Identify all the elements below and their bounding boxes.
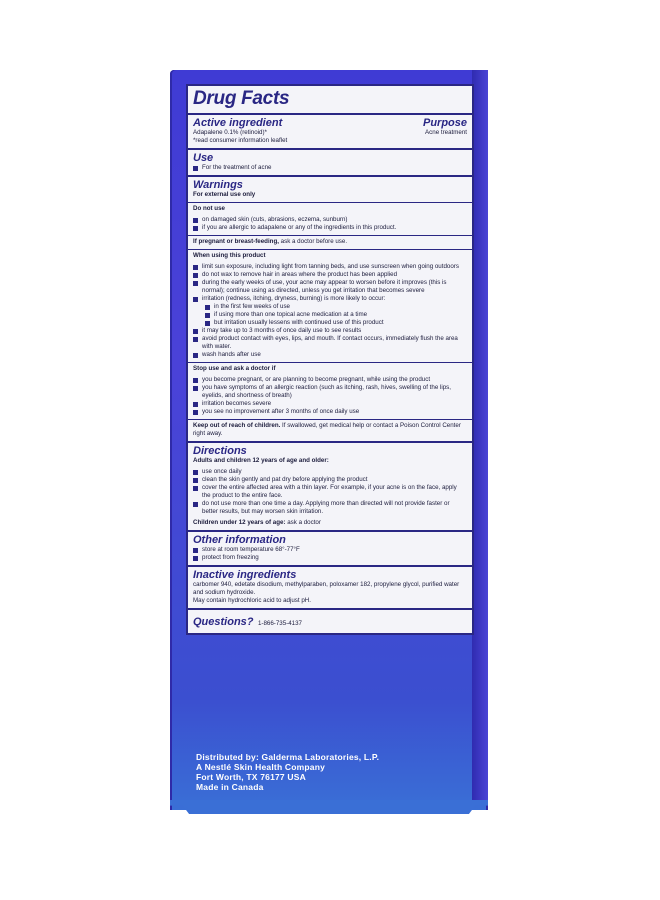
adults-directions-title: Adults and children 12 years of age and older: <box>193 457 329 464</box>
stop-use-item: you see no improvement after 3 months of once daily use <box>193 408 467 416</box>
use-section <box>188 150 472 177</box>
when-using-item: do not wax to remove hair in areas where the product has been applied <box>193 271 467 279</box>
stop-use-item: you have symptoms of an allergic reaction (such as itching, rash, hives, swelling of the lips, eyelids, and shortness of breath) <box>193 384 467 400</box>
when-using-item: avoid product contact with eyes, lips, and mouth. If contact occurs, immediately flush the area with water. <box>193 335 467 351</box>
irritation-sub-item: but irritation usually lessens with continued use of this product <box>205 319 467 327</box>
warnings-section <box>188 177 472 443</box>
children-directions: Children under 12 years of age: ask a doctor <box>193 519 321 526</box>
directions-item: use once daily <box>193 468 467 476</box>
when-using-item: limit sun exposure, including light from tanning beds, and use sunscreen when going outdoors <box>193 263 467 271</box>
inactive-ingredients-text: carbomer 940, edetate disodium, methylparaben, poloxamer 182, propylene glycol, purified water and sodium hydroxide. <box>193 581 460 596</box>
stop-use-title: Stop use and ask a doctor if <box>193 365 276 372</box>
inactive-ingredients-heading: Inactive ingredients <box>193 569 297 581</box>
package-bottom-flap <box>170 800 488 814</box>
drug-facts-title: Drug Facts <box>193 88 290 109</box>
questions-phone: 1-866-735-4137 <box>257 620 303 627</box>
other-information-item: protect from freezing <box>193 554 467 562</box>
active-ingredient-heading: Active ingredient <box>193 117 283 129</box>
directions-item: do not use more than one time a day. Applying more than directed will not provide faster or better results, but may worsen skin irritation. <box>193 500 467 516</box>
distributor-line: Fort Worth, TX 76177 USA <box>196 772 306 782</box>
irritation-sub-item: if using more than one topical acne medication at a time <box>205 311 467 319</box>
distributor-line: A Nestlé Skin Health Company <box>196 762 326 772</box>
when-using-item: irritation (redness, itching, dryness, burning) is more likely to occur: <box>193 295 467 303</box>
inactive-ingredients-note: May contain hydrochloric acid to adjust pH. <box>193 597 311 604</box>
other-information-item: store at room temperature 68°-77°F <box>193 546 467 554</box>
irritation-sub-item: in the first few weeks of use <box>205 303 467 311</box>
when-using-item: it may take up to 3 months of once daily use to see results <box>193 327 467 335</box>
purpose-heading: Purpose <box>422 117 467 129</box>
package-side-edge <box>472 70 488 800</box>
inactive-ingredients-section <box>188 567 472 610</box>
when-using-item: wash hands after use <box>193 351 467 359</box>
do-not-use-item: if you are allergic to adapalene or any of the ingredients in this product. <box>193 224 467 232</box>
keep-out-of-reach-warning: Keep out of reach of children. If swallowed, get medical help or contact a Poison Control Center right away. <box>193 422 461 437</box>
when-using-item: during the early weeks of use, your acne may appear to worsen before it improves (this is normal); continue using as directed, unless you get irritation that becomes severe <box>193 279 467 295</box>
when-using-title: When using this product <box>193 252 266 259</box>
drug-facts-panel <box>186 84 474 635</box>
drug-facts-title-section <box>188 86 472 115</box>
use-item: For the treatment of acne <box>193 164 467 172</box>
other-information-section <box>188 532 472 567</box>
directions-item: cover the entire affected area with a thin layer. For example, if your acne is on the face, apply the product to the entire face. <box>193 484 467 500</box>
active-ingredient-name: Adapalene 0.1% (retinoid)* <box>193 129 267 136</box>
do-not-use-title: Do not use <box>193 205 225 212</box>
directions-section <box>188 443 472 532</box>
use-heading: Use <box>193 152 214 164</box>
directions-heading: Directions <box>193 445 247 457</box>
directions-item: clean the skin gently and pat dry before applying the product <box>193 476 467 484</box>
external-use-text: For external use only <box>193 191 256 198</box>
active-ingredient-note: *read consumer information leaflet <box>193 137 288 144</box>
purpose-text: Acne treatment <box>425 129 467 136</box>
stop-use-item: you become pregnant, or are planning to become pregnant, while using the product <box>193 376 467 384</box>
stop-use-item: irritation becomes severe <box>193 400 467 408</box>
questions-section <box>188 610 472 633</box>
do-not-use-item: on damaged skin (cuts, abrasions, eczema, sunburn) <box>193 216 467 224</box>
other-information-heading: Other information <box>193 534 286 546</box>
distributor-block <box>196 752 456 792</box>
distributor-line: Made in Canada <box>196 782 264 792</box>
pregnancy-warning: If pregnant or breast-feeding, ask a doctor before use. <box>193 238 348 245</box>
distributor-line: Distributed by: Galderma Laboratories, L.P. <box>196 752 380 762</box>
active-ingredient-section <box>188 115 472 150</box>
warnings-heading: Warnings <box>193 179 243 191</box>
questions-heading: Questions? <box>193 616 254 628</box>
